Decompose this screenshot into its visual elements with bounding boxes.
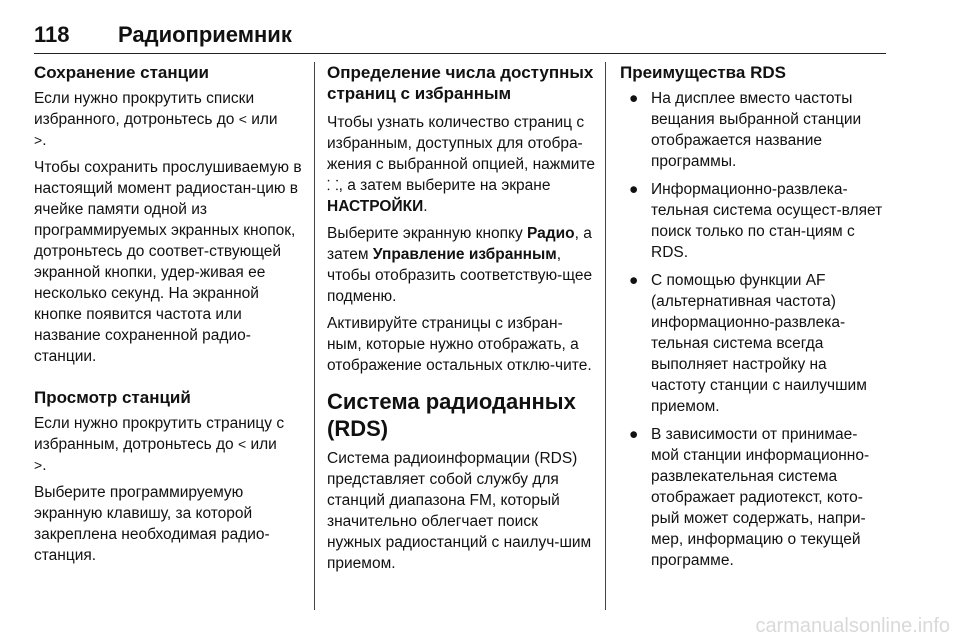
manage-favourites-label: Управление избранным xyxy=(372,246,557,263)
bullet-icon: ● xyxy=(629,181,639,198)
chevron-left-icon: < xyxy=(237,436,247,452)
paragraph-select-preset: Выберите программируемую экранную клавишу, за которой закреплена необходимая радио-станция. xyxy=(34,484,270,564)
list-item: ● В зависимости от принимае-мой станции информационно-развлекательная система отображает радиотекст, кото-рый может содержать, напри-мер, информацию о текущей программе. xyxy=(629,426,870,569)
paragraph-rds-description: Система радиоинформации (RDS) представляет собой службу для станций диапазона FM, который значительно облегчает поиск нужных радиостанций с наилуч-шим приемом. xyxy=(327,450,592,572)
rds-advantages-list xyxy=(620,88,885,571)
chevron-right-icon: > xyxy=(34,132,43,148)
list-item: ● С помощью функции AF (альтернативная частота) информационно-развлека-тельная система всегда выполняет настройку на частоту станции с наилучшим приемом. xyxy=(629,272,867,415)
column-1 xyxy=(34,62,302,572)
paragraph-scroll-favourites: Если нужно прокрутить списки избранного, дотроньтесь до < или >. xyxy=(34,90,278,149)
list-item: ● Информационно-развлека-тельная система осущест-вляет поиск только по стан-циям с RDS. xyxy=(629,181,883,261)
heading-rds: Система радиоданных (RDS) xyxy=(327,389,576,441)
list-item: ● На дисплее вместо частоты вещания выбранной станции отображается название программы. xyxy=(629,90,862,170)
chevron-left-icon: < xyxy=(238,111,247,127)
paragraph-scroll-page: Если нужно прокрутить страницу с избранным, дотроньтесь до < или >. xyxy=(34,415,285,474)
page-title: Радиоприемник xyxy=(118,22,292,47)
header-divider xyxy=(34,53,886,54)
heading-rds-advantages: Преимущества RDS xyxy=(620,63,786,82)
column-3 xyxy=(620,62,885,578)
paragraph-activate-pages: Активируйте страницы с избран-ным, которые нужно отображать, а отображение остальных отклю-чите. xyxy=(327,315,592,374)
page-number: 118 xyxy=(34,22,70,47)
radio-label: Радио xyxy=(527,225,575,242)
settings-label: НАСТРОЙКИ xyxy=(327,198,424,215)
column-divider-2 xyxy=(605,62,606,610)
bullet-icon: ● xyxy=(629,272,639,289)
bullet-icon: ● xyxy=(629,426,639,443)
chevron-right-icon: > xyxy=(34,457,43,473)
page-header xyxy=(34,22,886,52)
home-menu-icon: ⸬ xyxy=(327,177,339,193)
bullet-icon: ● xyxy=(629,90,639,107)
heading-favourite-pages: Определение числа доступных страниц с избранным xyxy=(327,63,594,103)
column-2 xyxy=(327,62,595,580)
paragraph-save-instructions: Чтобы сохранить прослушиваемую в настоящий момент радиостан-цию в ячейке памяти одной из программируемых экранных кнопок, дотроньтесь до соответ-ствующей экранной кнопки, удер-живая ее несколько секунд. На экранной кнопке появится частота или название сохраненной радио-станции. xyxy=(34,159,302,365)
heading-view-stations: Просмотр станций xyxy=(34,388,191,407)
watermark: carmanualsonline.info xyxy=(755,615,950,637)
paragraph-radio-menu: Выберите экранную кнопку Радио, а затем Управление избранным, чтобы отобразить соответствую-щее подменю. xyxy=(327,225,593,305)
heading-save-station: Сохранение станции xyxy=(34,63,210,82)
column-divider-1 xyxy=(314,62,315,610)
paragraph-favourite-count: Чтобы узнать количество страниц с избранным, доступных для отобра-жения с выбранной опцией, нажмите ⸬, а затем выберите на экране НАСТРОЙКИ. xyxy=(327,114,596,215)
